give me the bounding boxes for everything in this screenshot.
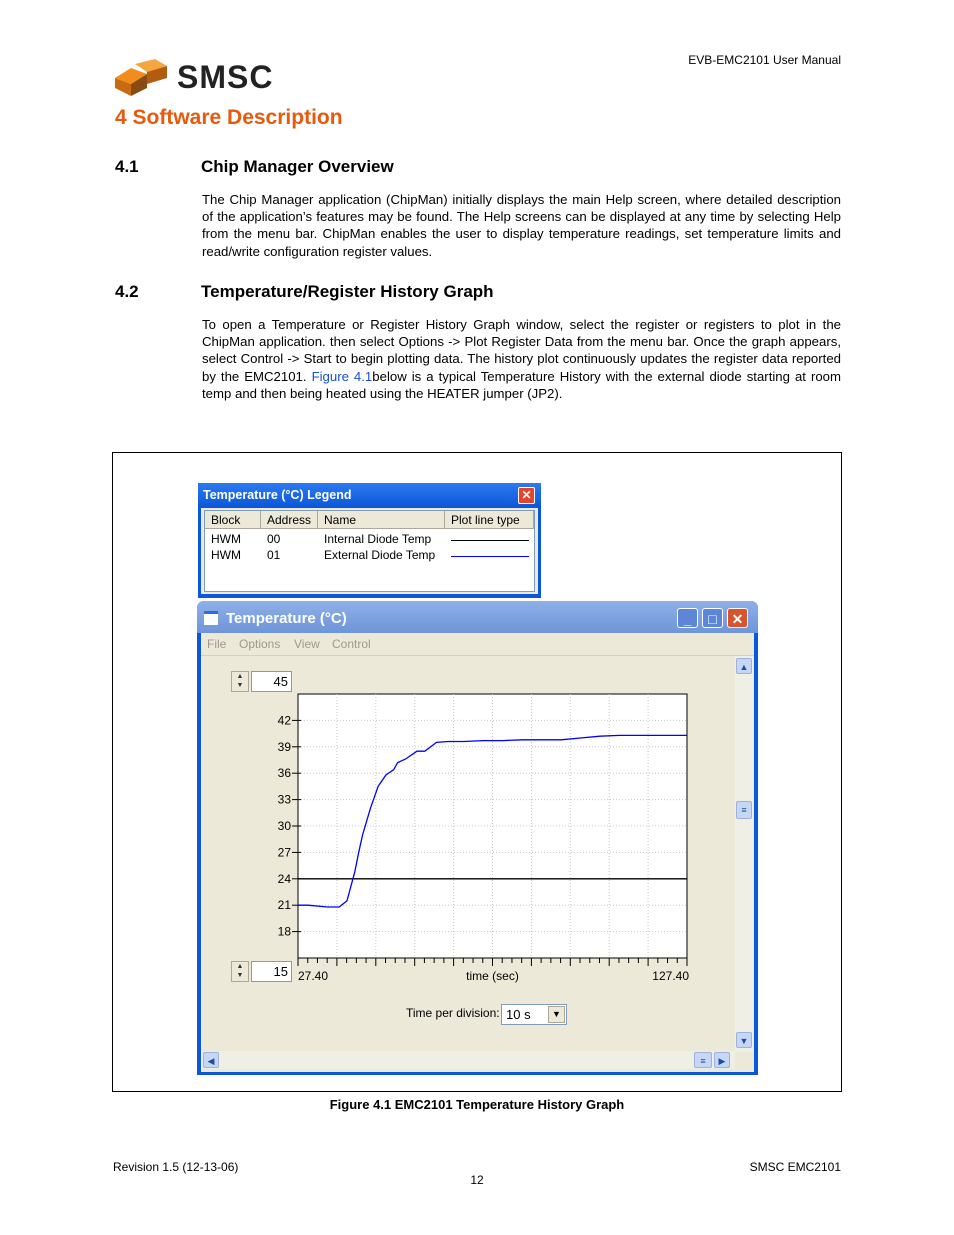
menu-options[interactable]: Options <box>239 637 281 651</box>
subsection-title: Temperature/Register History Graph <box>201 282 494 301</box>
subsection-heading-4-1 <box>115 157 615 179</box>
subsection-number: 4.2 <box>115 282 139 301</box>
row-block: HWM <box>211 532 241 546</box>
maximize-icon[interactable]: □ <box>702 608 723 628</box>
y-tick-label: 30 <box>277 819 291 833</box>
window-title: Temperature (°C) <box>226 610 347 627</box>
y-tick-label: 21 <box>277 898 291 913</box>
column-header-block[interactable]: Block <box>205 511 261 529</box>
legend-title-bar[interactable] <box>198 483 541 508</box>
paragraph-text: below is a typical Temperature History with the external diode starting at room temp and then being heated using the HEATER jumper (JP2). <box>202 368 841 401</box>
column-header-plot-line-type[interactable]: Plot line type <box>445 511 534 529</box>
row-name: External Diode Temp <box>324 548 436 562</box>
subsection-heading-4-2 <box>115 282 715 304</box>
column-header-address[interactable]: Address <box>261 511 318 529</box>
subsection-title: Chip Manager Overview <box>201 157 394 176</box>
footer-product: SMSC EMC2101 <box>749 1160 841 1174</box>
y-tick-label: 39 <box>277 739 291 754</box>
x-tick-label: 127.40 <box>652 969 689 983</box>
close-icon[interactable]: ✕ <box>518 487 535 504</box>
legend-body <box>201 508 538 594</box>
history-graph-paragraph <box>202 316 841 402</box>
time-per-division-select[interactable] <box>501 1004 567 1025</box>
smsc-logo-icon <box>113 58 323 98</box>
y-tick-label: 18 <box>277 924 291 939</box>
menu-bar <box>201 633 754 656</box>
document-title: EVB-EMC2101 User Manual <box>688 53 841 67</box>
footer-revision: Revision 1.5 (12-13-06) <box>113 1160 239 1174</box>
window-client <box>201 656 754 1072</box>
scroll-left-icon[interactable]: ◀ <box>203 1052 219 1068</box>
spin-down-icon[interactable]: ▼ <box>236 682 244 689</box>
horizontal-scrollbar[interactable] <box>201 1051 735 1069</box>
window-icon <box>204 611 218 625</box>
scroll-up-icon[interactable]: ▲ <box>736 658 752 674</box>
minimize-icon[interactable]: _ <box>677 608 698 628</box>
x-tick-label: 27.40 <box>298 969 329 983</box>
temperature-chart <box>201 656 735 1051</box>
select-value: 10 s <box>506 1007 531 1022</box>
y-tick-label: 42 <box>277 713 291 728</box>
paragraph-text: To open a Temperature or Register History Graph window, select the register or registers to plot in the ChipMan application. then select Options -> Plot Register Data from the menu bar. Once the graph appears, select Control -> Start to begin plotting data. The history plot continuously updates the register data reported by the EMC2101. <box>202 317 841 384</box>
spin-up-icon[interactable]: ▲ <box>236 963 244 970</box>
y-tick-label: 36 <box>277 766 291 781</box>
internal-line-sample <box>451 540 529 541</box>
section-title: 4 Software Description <box>115 106 343 129</box>
scroll-right-icon[interactable]: ▶ <box>714 1052 730 1068</box>
menu-view[interactable]: View <box>294 637 320 651</box>
subsection-number: 4.1 <box>115 157 139 176</box>
smsc-logo <box>113 58 323 103</box>
y-tick-label: 27 <box>277 845 291 860</box>
row-block: HWM <box>211 548 241 562</box>
menu-file[interactable]: File <box>207 637 227 651</box>
time-per-division-label: Time per division: <box>406 1006 500 1020</box>
x-axis-label: time (sec) <box>466 969 519 983</box>
row-address: 00 <box>267 532 281 546</box>
scroll-thumb[interactable]: ≡ <box>694 1052 712 1068</box>
scroll-thumb[interactable]: ≡ <box>736 801 752 819</box>
scroll-down-icon[interactable]: ▼ <box>736 1032 752 1048</box>
page-number: 12 <box>470 1173 484 1187</box>
figure-link[interactable]: Figure 4.1 <box>311 368 373 384</box>
legend-title: Temperature (°C) Legend <box>203 488 352 502</box>
row-address: 01 <box>267 548 281 562</box>
window-title-bar[interactable] <box>197 601 758 633</box>
y-min-input[interactable]: 15 <box>251 961 292 982</box>
legend-list <box>204 510 535 592</box>
figure-caption: Figure 4.1 EMC2101 Temperature History Graph <box>329 1097 625 1112</box>
vertical-scrollbar[interactable] <box>735 656 753 1052</box>
spin-up-icon[interactable]: ▲ <box>236 673 244 680</box>
y-tick-label: 33 <box>277 792 291 807</box>
svg-text:SMSC: SMSC <box>177 59 274 95</box>
legend-window <box>198 483 541 598</box>
menu-control[interactable]: Control <box>332 637 371 651</box>
y-max-input[interactable]: 45 <box>251 671 292 692</box>
chip-manager-paragraph: The Chip Manager application (ChipMan) initially displays the main Help screen, where detailed description of the application’s features may be found. The Help screens can be displayed at any time by selecting Help from the menu bar. ChipMan enables the user to display temperature readings, set temperature limits and read/write configuration register values. <box>202 192 841 259</box>
chevron-down-icon[interactable]: ▼ <box>548 1006 565 1023</box>
external-line-sample <box>451 556 529 557</box>
spin-down-icon[interactable]: ▼ <box>236 972 244 979</box>
temperature-window <box>197 601 758 1075</box>
column-header-name[interactable]: Name <box>318 511 445 529</box>
row-name: Internal Diode Temp <box>324 532 432 546</box>
close-icon[interactable]: ✕ <box>727 608 748 628</box>
y-tick-label: 24 <box>277 871 291 886</box>
